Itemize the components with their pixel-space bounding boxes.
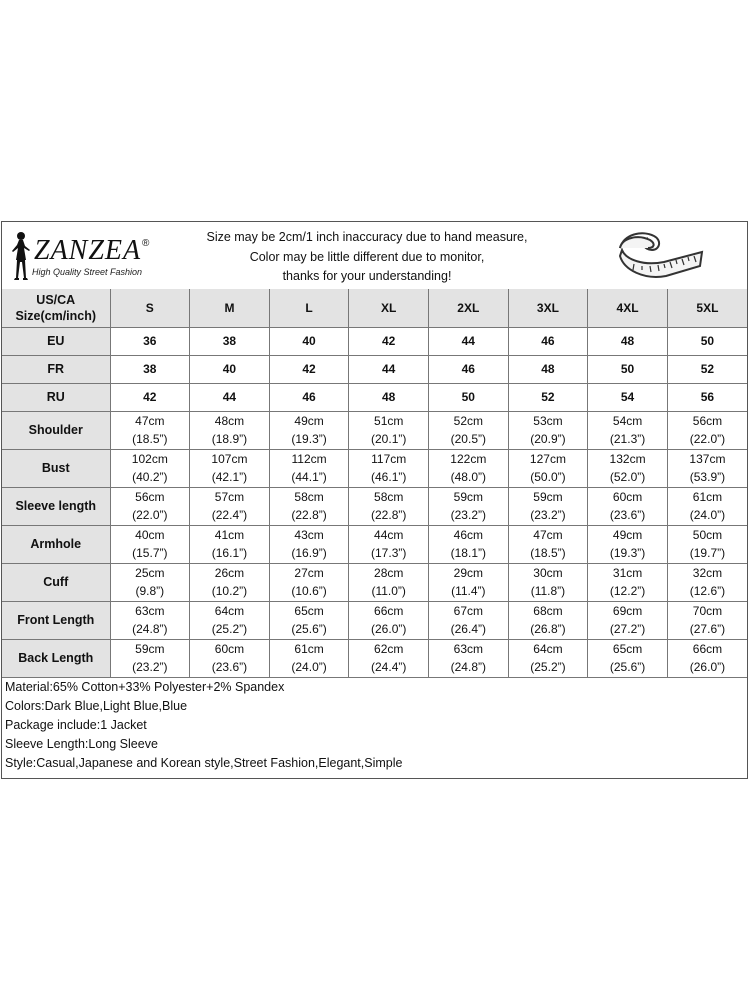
size-header-label [2, 289, 110, 327]
measurement-inch: (21.3”) [609, 432, 646, 446]
measurement-cm: 50cm [692, 528, 723, 542]
measurement-inch: (12.6”) [689, 584, 726, 598]
measurement-cell [429, 411, 509, 449]
measurement-inch: (53.9”) [689, 470, 726, 484]
measurement-cell [349, 487, 429, 525]
measurement-inch: (25.2”) [211, 622, 248, 636]
measurement-cm: 40cm [135, 528, 165, 542]
measurement-inch: (27.6”) [689, 622, 726, 636]
measurement-inch: (11.8”) [530, 584, 566, 598]
measurement-cell [110, 525, 190, 563]
size-name: S [110, 289, 190, 327]
size-value: 48 [588, 327, 668, 355]
conversion-row [2, 383, 747, 411]
row-label: Cuff [2, 563, 110, 601]
size-value: 52 [667, 355, 747, 383]
row-label: RU [2, 383, 110, 411]
measurement-cell [269, 449, 349, 487]
measurement-cell [110, 639, 190, 677]
brand-slogan: High Quality Street Fashion [32, 267, 143, 277]
size-name: L [269, 289, 349, 327]
detail-sleeve-length: Sleeve Length:Long Sleeve [5, 737, 158, 751]
measurement-cm: 112cm [291, 452, 327, 466]
measurement-cm: 47cm [533, 528, 563, 542]
measurement-inch: (26.4”) [450, 622, 486, 636]
row-label: Armhole [2, 525, 110, 563]
measurement-cm: 49cm [294, 414, 324, 428]
measurement-cell [190, 563, 270, 601]
row-label: Sleeve length [2, 487, 110, 525]
measurement-cm: 47cm [135, 414, 165, 428]
measuring-tape-icon [614, 226, 706, 284]
measurement-cell [110, 487, 190, 525]
measurement-inch: (27.2”) [609, 622, 646, 636]
detail-style: Style:Casual,Japanese and Korean style,Street Fashion,Elegant,Simple [5, 756, 403, 770]
measurement-inch: (46.1”) [371, 470, 407, 484]
measurement-cm: 59cm [135, 642, 165, 656]
measurement-inch: (20.1”) [371, 432, 407, 446]
measurement-cell [508, 601, 588, 639]
size-value: 36 [110, 327, 190, 355]
size-value: 56 [667, 383, 747, 411]
measurement-cell [349, 525, 429, 563]
measurement-cell [269, 563, 349, 601]
detail-material: Material:65% Cotton+33% Polyester+2% Spandex [5, 680, 285, 694]
measurement-cell [429, 487, 509, 525]
measurement-cm: 127cm [529, 452, 566, 466]
size-value: 50 [588, 355, 668, 383]
measurement-cell [190, 449, 270, 487]
measurement-inch: (15.7”) [132, 546, 168, 560]
measurement-cm: 31cm [612, 566, 643, 580]
measurement-cell [349, 449, 429, 487]
measurement-cm: 132cm [609, 452, 646, 466]
measurement-row [2, 487, 747, 525]
size-chart-header [2, 222, 747, 290]
measurement-inch: (22.0”) [132, 508, 168, 522]
measurement-inch: (44.1”) [291, 470, 327, 484]
measurement-cell [349, 639, 429, 677]
measurement-cell [110, 411, 190, 449]
measurement-cm: 29cm [453, 566, 483, 580]
measurement-cell [508, 449, 588, 487]
notice-line: thanks for your understanding! [282, 269, 452, 283]
size-value: 46 [508, 327, 588, 355]
size-name: 2XL [429, 289, 509, 327]
measurement-cm: 28cm [374, 566, 404, 580]
measurement-cm: 32cm [692, 566, 723, 580]
measurement-cm: 58cm [294, 490, 324, 504]
size-value: 52 [508, 383, 588, 411]
measurement-inch: (16.1”) [211, 546, 248, 560]
measurement-inch: (19.3”) [609, 546, 646, 560]
measurement-cm: 68cm [533, 604, 563, 618]
measurement-cell [110, 563, 190, 601]
measurement-cell [588, 449, 668, 487]
measurement-cm: 107cm [211, 452, 248, 466]
measurement-cell [429, 601, 509, 639]
measurement-inch: (18.5”) [132, 432, 168, 446]
measurement-cell [588, 563, 668, 601]
measurement-cm: 117cm [371, 452, 407, 466]
measurement-inch: (23.6”) [211, 660, 248, 674]
size-value: 48 [349, 383, 429, 411]
measurement-cell [508, 525, 588, 563]
size-value: 46 [429, 355, 509, 383]
measurement-inch: (23.2”) [530, 508, 566, 522]
measurement-inch: (42.1”) [211, 470, 248, 484]
measurement-cm: 61cm [692, 490, 723, 504]
brand-logo [8, 230, 158, 286]
measurement-cm: 62cm [374, 642, 404, 656]
measurement-cell [508, 487, 588, 525]
measurement-inch: (52.0”) [609, 470, 646, 484]
measurement-inch: (24.8”) [132, 622, 168, 636]
measurement-cm: 61cm [294, 642, 324, 656]
measurement-cell [269, 487, 349, 525]
measurement-cell [269, 525, 349, 563]
measurement-inch: (22.4”) [211, 508, 248, 522]
measurement-inch: (25.6”) [609, 660, 646, 674]
size-value: 46 [269, 383, 349, 411]
row-label: Back Length [2, 639, 110, 677]
measurement-inch: (10.2”) [211, 584, 248, 598]
size-value: 44 [349, 355, 429, 383]
measurement-cell [667, 563, 747, 601]
measurement-inch: (19.3”) [291, 432, 327, 446]
size-name: 3XL [508, 289, 588, 327]
measurement-cm: 69cm [612, 604, 643, 618]
measurement-cm: 56cm [135, 490, 165, 504]
measurement-inch: (25.6”) [291, 622, 327, 636]
measurement-cm: 25cm [135, 566, 165, 580]
measurement-cm: 59cm [533, 490, 563, 504]
measurement-cell [429, 449, 509, 487]
measurement-row [2, 639, 747, 677]
row-label: Bust [2, 449, 110, 487]
measurement-inch: (24.0”) [291, 660, 327, 674]
size-header-row [2, 289, 747, 327]
measurement-cm: 41cm [214, 528, 245, 542]
measurement-inch: (18.9”) [211, 432, 248, 446]
measurement-inch: (23.6”) [609, 508, 646, 522]
size-chart-sheet [1, 221, 748, 779]
measurement-cell [667, 449, 747, 487]
size-name: M [190, 289, 270, 327]
measurement-inch: (18.1”) [450, 546, 486, 560]
size-value: 42 [349, 327, 429, 355]
measurement-cm: 60cm [612, 490, 643, 504]
measurement-cm: 65cm [294, 604, 324, 618]
measurement-cell [588, 639, 668, 677]
measurement-cm: 27cm [294, 566, 324, 580]
measurement-cm: 43cm [294, 528, 324, 542]
size-header-label-line: Size(cm/inch) [15, 308, 97, 323]
measurement-inch: (11.0”) [371, 584, 406, 598]
measurement-inch: (23.2”) [450, 508, 486, 522]
detail-package: Package include:1 Jacket [5, 718, 147, 732]
measurement-cell [190, 411, 270, 449]
measurement-cm: 53cm [533, 414, 563, 428]
measurement-cm: 102cm [131, 452, 168, 466]
size-value: 54 [588, 383, 668, 411]
measurement-cell [667, 525, 747, 563]
measurement-row [2, 411, 747, 449]
measurement-inch: (11.4”) [451, 584, 486, 598]
measurement-cell [667, 411, 747, 449]
measurement-cell [190, 487, 270, 525]
measurement-cell [667, 601, 747, 639]
measurement-cell [190, 601, 270, 639]
measurement-cell [190, 639, 270, 677]
size-value: 50 [667, 327, 747, 355]
size-header-label-line: US/CA [36, 292, 76, 307]
measurement-cm: 66cm [692, 642, 723, 656]
measurement-inch: (26.8”) [530, 622, 566, 636]
measurement-inch: (26.0”) [371, 622, 407, 636]
measurement-inch: (19.7”) [689, 546, 726, 560]
measurement-cell [349, 601, 429, 639]
measurement-cell [269, 411, 349, 449]
measurement-row [2, 601, 747, 639]
product-details [5, 678, 402, 773]
measurement-row [2, 563, 747, 601]
detail-colors: Colors:Dark Blue,Light Blue,Blue [5, 699, 188, 713]
measurement-cm: 63cm [135, 604, 165, 618]
measurement-inch: (24.8”) [450, 660, 486, 674]
size-name: 5XL [667, 289, 747, 327]
measurement-cell [588, 487, 668, 525]
notice-line: Color may be little different due to monitor, [249, 249, 485, 264]
measurement-inch: (16.9”) [291, 546, 327, 560]
conversion-row [2, 355, 747, 383]
measurement-cm: 65cm [612, 642, 643, 656]
measurement-inch: (22.8”) [371, 508, 407, 522]
measurement-inch: (20.5”) [450, 432, 486, 446]
size-value: 44 [429, 327, 509, 355]
measurement-cm: 52cm [453, 414, 483, 428]
measurement-row [2, 525, 747, 563]
measurement-cm: 64cm [533, 642, 563, 656]
measurement-cell [588, 525, 668, 563]
size-table [2, 289, 747, 678]
measurement-cell [110, 449, 190, 487]
measurement-cm: 63cm [453, 642, 483, 656]
registered-mark: ® [142, 238, 150, 249]
size-value: 48 [508, 355, 588, 383]
measurement-cell [429, 563, 509, 601]
measurement-cm: 26cm [214, 566, 245, 580]
measurement-cm: 48cm [214, 414, 245, 428]
measurement-inch: (10.6”) [291, 584, 327, 598]
measurement-cm: 51cm [374, 414, 404, 428]
row-label: Front Length [2, 601, 110, 639]
size-value: 42 [110, 383, 190, 411]
measurement-cell [588, 411, 668, 449]
measurement-notice [192, 228, 542, 287]
measurement-cm: 122cm [450, 452, 487, 466]
measurement-inch: (22.0”) [689, 432, 726, 446]
measurement-cm: 60cm [214, 642, 245, 656]
measurement-cell [429, 525, 509, 563]
measurement-cell [110, 601, 190, 639]
measurement-inch: (24.0”) [689, 508, 726, 522]
measurement-inch: (40.2”) [132, 470, 168, 484]
measurement-cm: 67cm [453, 604, 483, 618]
measurement-inch: (50.0”) [530, 470, 566, 484]
measurement-cm: 54cm [612, 414, 643, 428]
measurement-cm: 57cm [214, 490, 245, 504]
measurement-inch: (23.2”) [132, 660, 168, 674]
measurement-cell [190, 525, 270, 563]
measurement-inch: (25.2”) [530, 660, 566, 674]
measurement-cm: 30cm [533, 566, 563, 580]
measurement-cell [508, 411, 588, 449]
measurement-inch: (48.0”) [450, 470, 486, 484]
row-label: FR [2, 355, 110, 383]
fashion-model-icon [8, 230, 34, 286]
measurement-cm: 56cm [692, 414, 723, 428]
measurement-cm: 137cm [689, 452, 726, 466]
measurement-inch: (26.0”) [689, 660, 726, 674]
measurement-cell [588, 601, 668, 639]
size-value: 44 [190, 383, 270, 411]
row-label: EU [2, 327, 110, 355]
measurement-cell [269, 601, 349, 639]
measurement-cm: 58cm [374, 490, 404, 504]
measurement-inch: (22.8”) [291, 508, 327, 522]
measurement-row [2, 449, 747, 487]
measurement-inch: (24.4”) [371, 660, 407, 674]
size-name: 4XL [588, 289, 668, 327]
measurement-cell [508, 563, 588, 601]
size-name: XL [349, 289, 429, 327]
measurement-cell [667, 639, 747, 677]
size-value: 40 [269, 327, 349, 355]
measurement-inch: (18.5”) [530, 546, 566, 560]
size-value: 50 [429, 383, 509, 411]
size-value: 38 [110, 355, 190, 383]
measurement-cell [349, 563, 429, 601]
measurement-cell [429, 639, 509, 677]
measurement-inch: (9.8”) [135, 584, 165, 598]
notice-line: Size may be 2cm/1 inch inaccuracy due to hand measure, [206, 230, 528, 244]
measurement-cm: 59cm [453, 490, 483, 504]
measurement-cell [667, 487, 747, 525]
measurement-cell [349, 411, 429, 449]
conversion-row [2, 327, 747, 355]
measurement-cm: 70cm [692, 604, 723, 618]
measurement-cm: 46cm [453, 528, 483, 542]
row-label: Shoulder [2, 411, 110, 449]
measurement-inch: (12.2”) [609, 584, 646, 598]
measurement-cm: 66cm [374, 604, 404, 618]
size-value: 42 [269, 355, 349, 383]
measurement-cm: 44cm [374, 528, 404, 542]
measurement-inch: (17.3”) [371, 546, 407, 560]
measurement-cell [508, 639, 588, 677]
measurement-cell [269, 639, 349, 677]
brand-name: ZANZEA [34, 235, 142, 266]
size-value: 40 [190, 355, 270, 383]
measurement-inch: (20.9”) [530, 432, 566, 446]
measurement-cm: 49cm [612, 528, 643, 542]
size-value: 38 [190, 327, 270, 355]
measurement-cm: 64cm [214, 604, 245, 618]
